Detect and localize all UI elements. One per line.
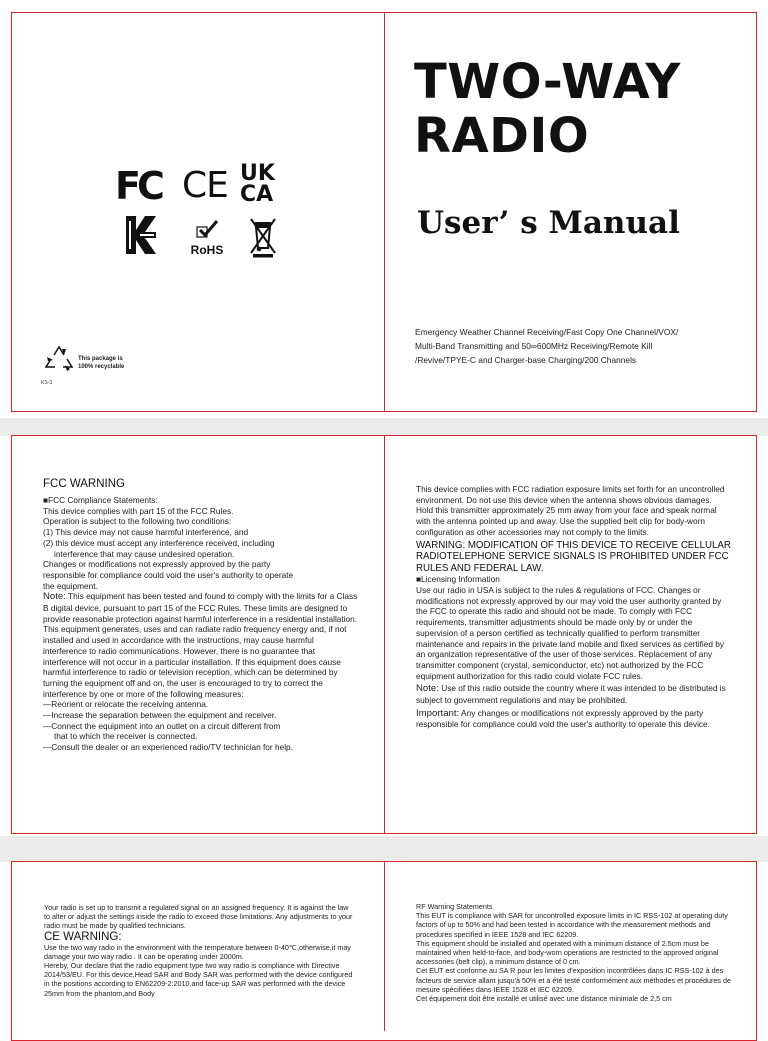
fcc-heading: FCC WARNING (43, 478, 125, 490)
licensing-heading: ■Licensing Information (416, 574, 500, 585)
feature-line: Emergency Weather Channel Receiving/Fast Copy One Channel/VOX/ (415, 327, 679, 337)
cover-title-line1: TWO-WAY (414, 54, 681, 110)
licensing-text: Use our radio in USA is subject to the rules & regulations of FCC. Changes or modifications not expressly approved by our may void the user authority granted by the FCC to operate this radio and should not be made. To comply with FCC requirements, transmitter adjustments should be made only by or under the supervision of a person certified as technically qualified to perform transmitter maintenance and repairs in the private land mobile and fixed services as certified by an organization representative of the user of those services. Replacement of any transmitter component (crystal, semiconductor, etc) not authorized by the FCC equipment authorization for this radio could violate FCC rules. (416, 585, 725, 681)
ic-heading: RF Warning Statements (416, 902, 493, 911)
recycle-icon (44, 345, 74, 373)
fcc-logo: FC (115, 164, 161, 208)
feature-list (415, 325, 750, 367)
recycle-note: This package is 100% recyclable (78, 356, 125, 370)
rf-intro: This device complies with FCC radiation exposure limits set forth for an uncontrolled environment. Do not use this device when the antenna shows obvious damages. (416, 484, 725, 505)
ic-warning-page (416, 902, 732, 1024)
fcc-statement-list (43, 495, 358, 591)
ce-warning-page (44, 903, 356, 1024)
ce-logo: CE (182, 165, 228, 206)
feature-line: Multi-Band Transmitting and 50∞600MHz Receiving/Remote Kill (415, 341, 653, 351)
ce-declaration: Hereby, Our declare that the radio equipment type two way radio is compliance with Directive 2014/53/EU. For this device,Head SAR and Body SAR was performed with the device configured in the positions according to EN62209-2:2010,and face-up SAR was performed with the device 25mm from the phantom,and Body (44, 961, 353, 998)
statement-line: interference that may cause undesired operation. (54, 548, 235, 559)
statement-line: Changes or modifications not expressly approved by the party (43, 559, 271, 570)
front-cover (385, 13, 756, 411)
rf-important: Important: Any changes or modifications not expressly approved by the party responsible for compliance could void the user's authority to operate this device. (416, 707, 710, 730)
statement-line: responsible for compliance could void the user's authority to operate (43, 569, 294, 580)
statement-line: —Connect the equipment into an outlet on a circuit different from (43, 720, 281, 731)
ic-text-2: This equipment should be installed and operated with a minimum distance of 2.5cm must be maintained when held-to-face, and body-worn operations are restricted to the approved original accessories (belt clip), a minimum distance of 0 cm. (416, 938, 719, 967)
kc-mark-logo (123, 213, 159, 257)
back-cover (12, 13, 384, 411)
gap-band-2 (0, 836, 768, 862)
ic-text-4: Cet équipement doit être installé et utilisé avec une distance minimale de 2,5 cm (416, 994, 672, 1004)
statement-line: —Increase the separation between the equipment and receiver. (43, 710, 277, 721)
fcc-note: Note: This equipment has been tested and found to comply with the limits for a Class B digital device, pursuant to part 15 of the FCC Rules. These limits are designed to provide reasonable protection against harmful interference in a residential installation. This equipment generates, uses and can radiate radio frequency energy and, if not installed and used in accordance with the instructions, may cause harmful interference to radio communications. However, there is no guarantee that interference will not occur in a particular installation. If this equipment does cause harmful interference to radio or television reception, which can be determined by turning the equipment off and on, the user is encouraged to try to correct the interference by one or more of the following measures: (43, 591, 358, 699)
ic-text-1: This EUT is compliance with SAR for uncontrolled exposure limits in IC RSS-102 at operating duty factors of up to 50% and had been tested in accordance with the measurement methods and procedures specified in IEEE 1528 and IEC 62209. (416, 911, 728, 939)
statement-line: This device complies with part 15 of the FCC Rules. (43, 505, 234, 516)
rohs-logo: RoHS (185, 219, 229, 255)
ce-divider (384, 861, 385, 1031)
ce-heading: CE WARNING: (44, 930, 122, 943)
statement-line: —Consult the dealer or an experienced radio/TV technician for help. (43, 742, 293, 753)
product-code: KS-3 (41, 380, 53, 386)
statement-line: (1) This device may not cause harmful interference, and (43, 527, 249, 538)
fcc-divider (384, 435, 385, 834)
manual-subtitle: User’ s Manual (417, 205, 680, 241)
fcc-measures-list (43, 699, 358, 753)
statement-line: that to which the receiver is connected. (54, 731, 198, 742)
ic-text-3: Cet EUT est conforme au SA R pour les limites d'exposition incontrôlées dans IC RSS-102 à des facteurs de service allant jusqu'à 50% et a été testé conformément aux méthodes et procédures de mesure spécifiées dans IEEE 1528 et IEC 62209. (416, 966, 732, 994)
cover-title-line2: RADIO (414, 108, 590, 164)
fcc-warning-page (43, 477, 358, 817)
ce-intro: Your radio is set up to transmit a regulated signal on an assigned frequency. It is against the law to alter or adjust the settings inside the radio to exceed those limitations. Any adjustments to your radio must be made by qualified technicians. (44, 903, 353, 931)
statement-line: —Reorient or relocate the receiving antenna. (43, 699, 209, 710)
ukca-logo: UK CA (240, 161, 275, 207)
statement-line: (2) this device must accept any interference received, including (43, 537, 275, 548)
statement-line: the equipment. (43, 580, 98, 591)
rf-exposure-page (416, 484, 732, 824)
feature-line: /Revive/TPYE-C and Charger-base Charging/200 Channels (415, 355, 637, 365)
rohs-check-icon (185, 219, 229, 239)
statement-line: Operation is subject to the following two conditions: (43, 516, 232, 527)
rf-note: Note: Use of this radio outside the country where it was intended to be distributed is subject to government regulations and may be prohibited. (416, 683, 726, 706)
statement-line: ■FCC Compliance Statements: (43, 495, 158, 505)
weee-bin-icon (248, 216, 278, 258)
rf-warning-caps: WARNING: MODIFICATION OF THIS DEVICE TO RECEIVE CELLULAR RADIOTELEPHONE SERVICE SIGNALS IS PROHIBITED UNDER FCC RULES AND FEDERAL LAW. (416, 539, 731, 574)
rf-hold: Hold this transmitter approximately 25 mm away from your face and speak normal with the antenna pointed up and away. Use the supplied belt clip for body-worn configuration as other accessories may not comply to the limits. (416, 505, 717, 537)
gap-band-1 (0, 418, 768, 436)
ce-temperature: Use the two way radio in the environment with the temperature between 0-40℃,otherwise,it may damage your two way radio . It can be operating under 2000m. (44, 942, 351, 961)
